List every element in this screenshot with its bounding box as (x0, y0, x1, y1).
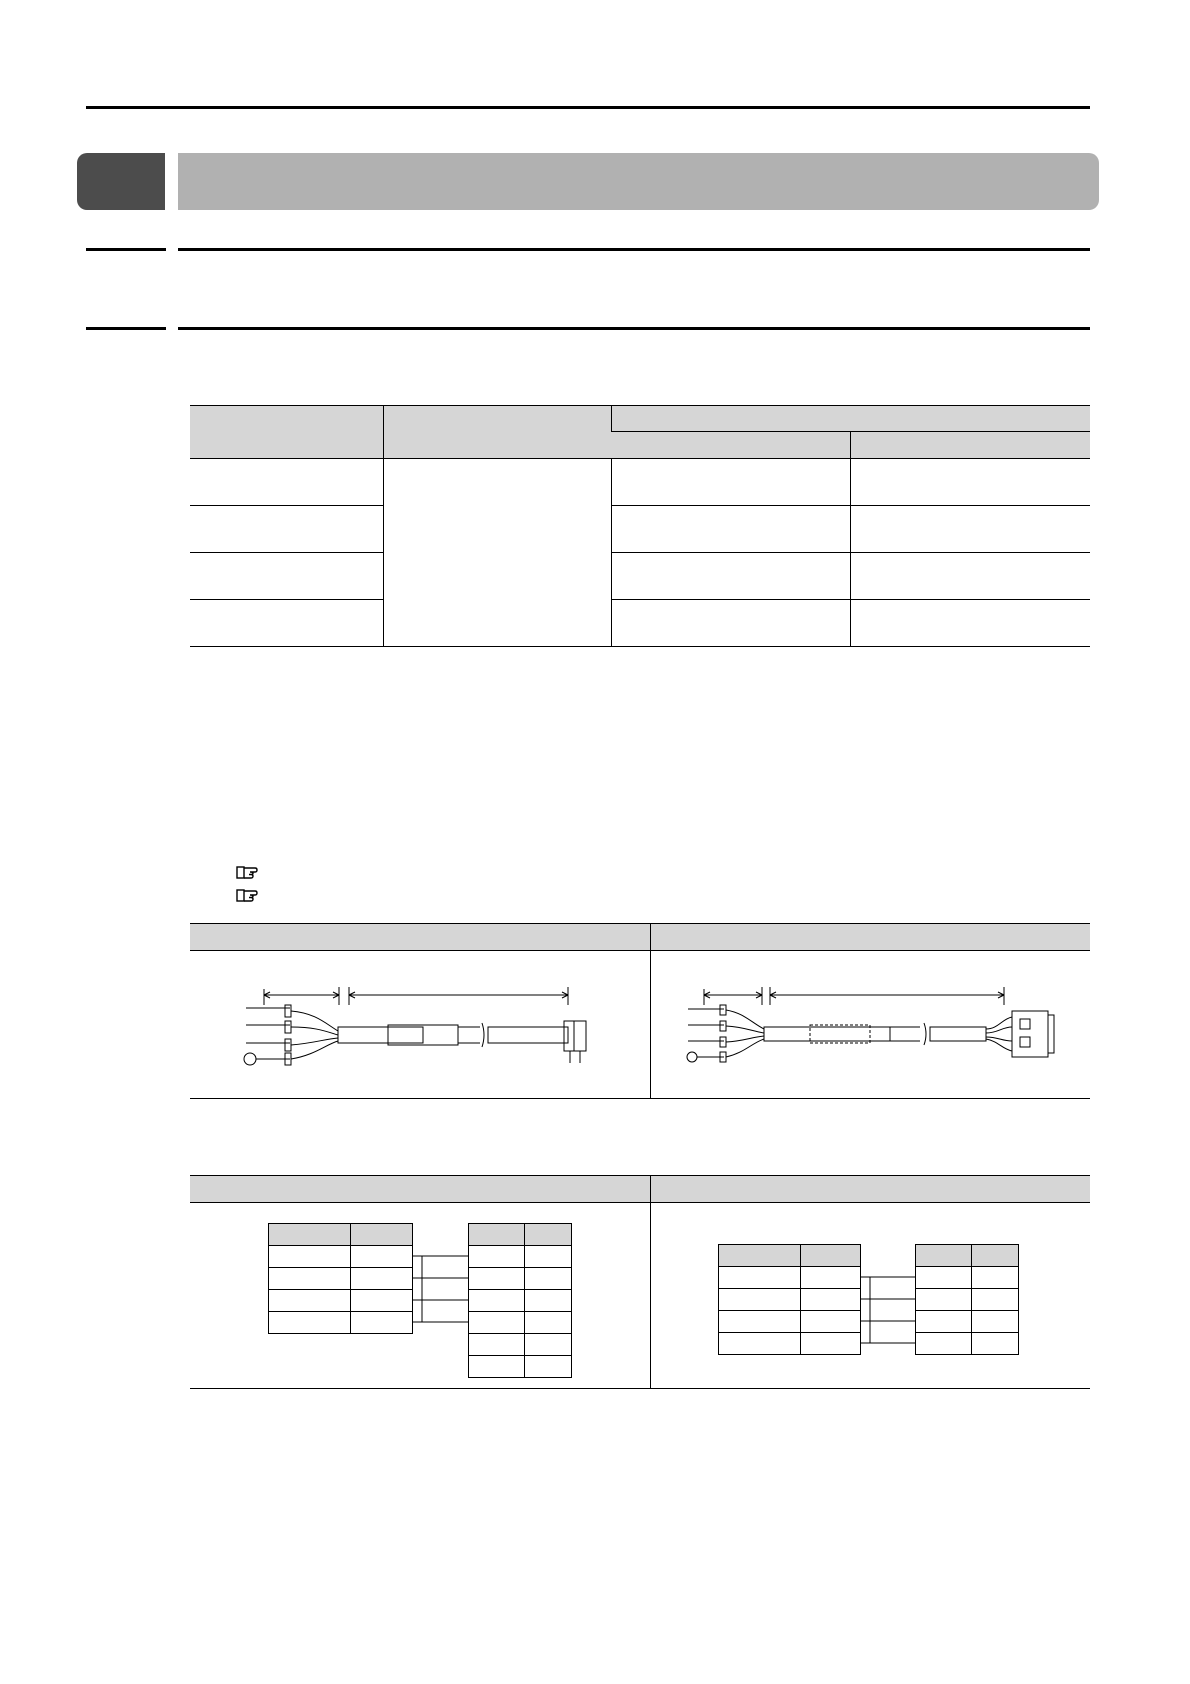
section-rule-top (178, 248, 1090, 251)
table-header (383, 405, 611, 459)
table-cell (850, 459, 1090, 506)
table-cell (850, 600, 1090, 647)
table-row (190, 506, 1090, 553)
table-merged-cell (383, 459, 611, 647)
table-cell (190, 600, 383, 647)
hand-pointing-icon[interactable] (236, 887, 258, 903)
pin-table (268, 1223, 413, 1334)
table-subheader (850, 432, 1090, 459)
table-header (190, 405, 383, 459)
table-cell (190, 506, 383, 553)
model-table (190, 405, 1090, 647)
appearance-header-left (190, 923, 650, 951)
page-header-rule (86, 106, 1090, 109)
wiring-divider (650, 1175, 651, 1388)
table-row (190, 553, 1090, 600)
chapter-number-box (77, 153, 165, 210)
wiring-header-right (651, 1175, 1090, 1203)
table-cell (611, 553, 850, 600)
pin-table (468, 1223, 572, 1378)
section-rule-left-bottom (86, 327, 166, 330)
cable-with-right-angle-connector-icon (230, 983, 620, 1093)
wiring-lines-left (412, 1223, 468, 1383)
pin-table (915, 1244, 1019, 1355)
table-row (190, 600, 1090, 647)
appearance-figure (190, 923, 1090, 1099)
wiring-lines-right (860, 1244, 916, 1364)
table-cell (190, 459, 383, 506)
table-header (611, 405, 1090, 432)
table-cell (850, 506, 1090, 553)
pin-table (718, 1244, 861, 1355)
cable-with-straight-connector-icon (660, 983, 1080, 1093)
appearance-header-right (651, 923, 1090, 951)
hand-pointing-icon[interactable] (236, 864, 258, 880)
wiring-figure (190, 1175, 1090, 1389)
wiring-header-left (190, 1175, 650, 1203)
appearance-divider (650, 923, 651, 1098)
table-row (190, 459, 1090, 506)
table-cell (850, 553, 1090, 600)
table-cell (611, 506, 850, 553)
section-rule-left-top (86, 248, 166, 251)
table-cell (611, 459, 850, 506)
table-top-rule (190, 405, 1090, 406)
table-cell (611, 600, 850, 647)
chapter-title-bar (178, 153, 1099, 210)
table-cell (190, 553, 383, 600)
section-rule-bottom (178, 327, 1090, 330)
table-subheader (611, 432, 850, 459)
